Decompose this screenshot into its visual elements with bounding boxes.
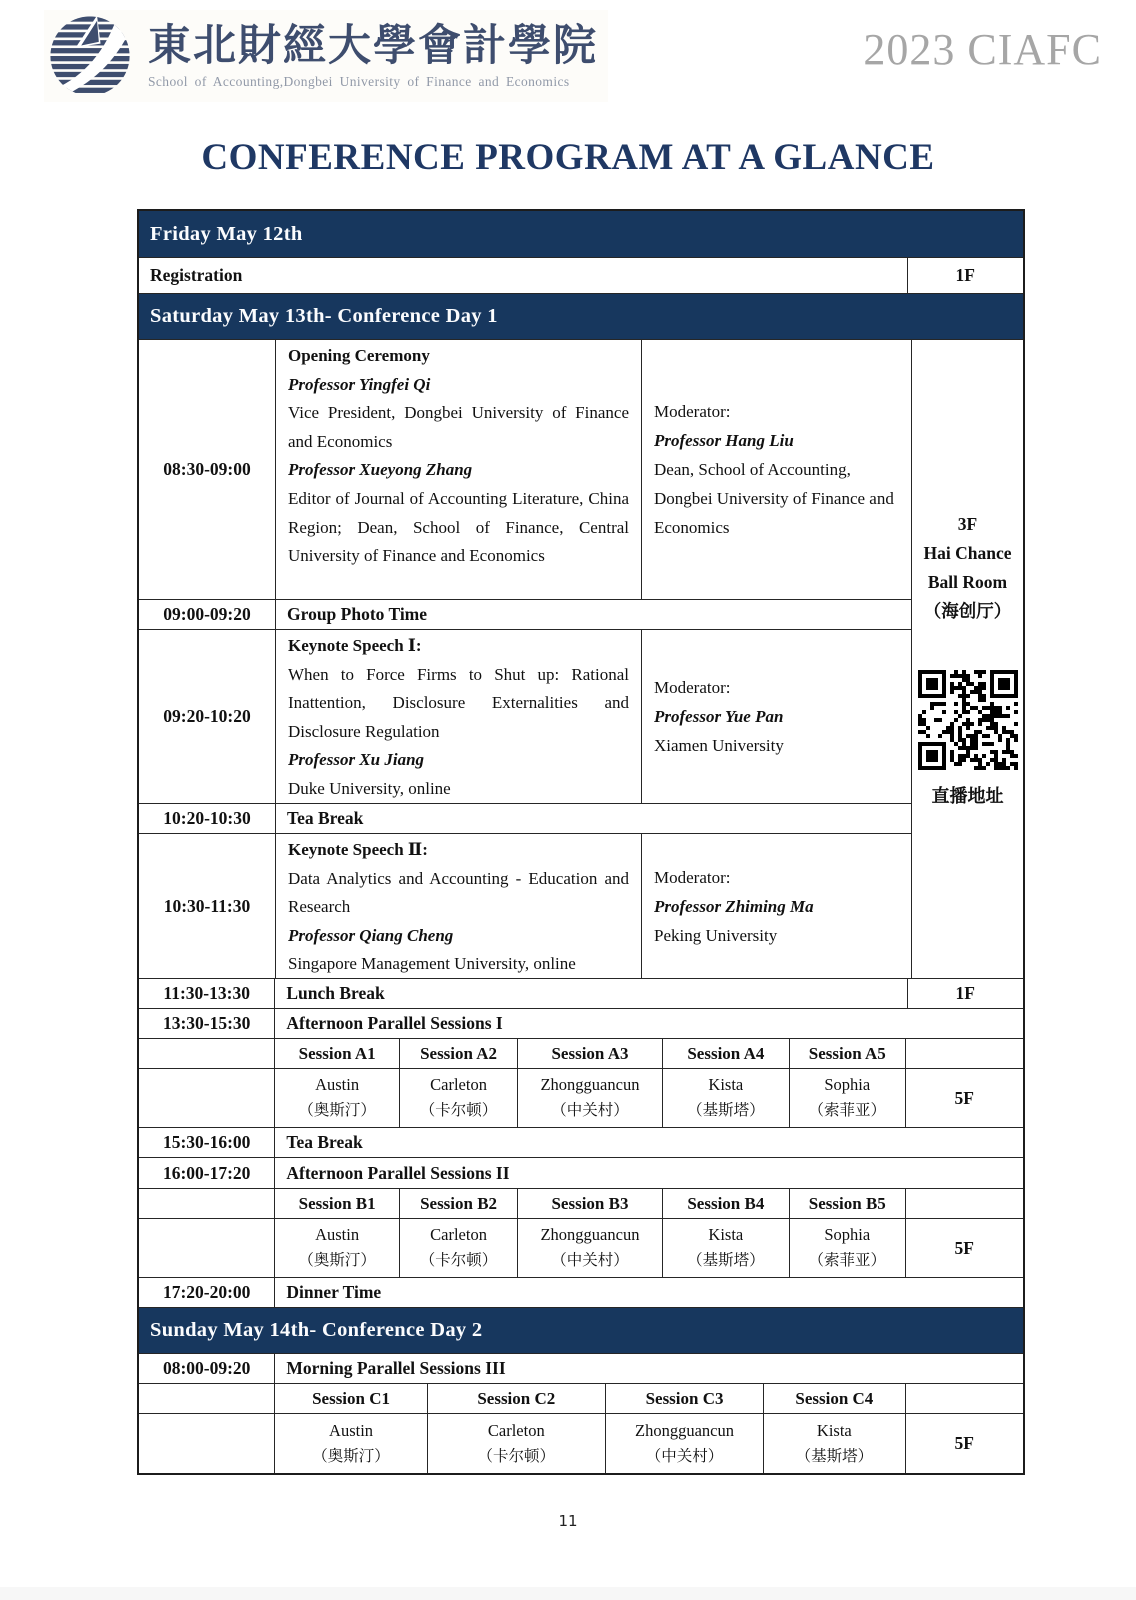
tea-break1-time: 10:20-10:30 xyxy=(139,804,276,833)
main-venue-text xyxy=(924,510,1012,626)
keynote1-speaker-desc: Duke University, online xyxy=(288,778,451,798)
room-name-en: Sophia xyxy=(824,1075,871,1094)
row-registration xyxy=(139,258,1023,294)
session-b1-header: Session B1 xyxy=(275,1189,399,1218)
venue-floor: 3F xyxy=(957,514,978,534)
brand-title-zh: 東北財經大學會計學院 xyxy=(148,22,598,70)
row-morning-sessions-3 xyxy=(139,1354,1023,1384)
room-name-zh: （卡尔顿） xyxy=(477,1447,556,1465)
session-c3-room xyxy=(606,1414,764,1473)
keynote2-moderator-cell xyxy=(642,834,911,978)
session-a4-header: Session A4 xyxy=(663,1039,790,1068)
session-b1-room xyxy=(275,1219,399,1277)
room-name-en: Austin xyxy=(329,1420,374,1440)
conference-year-badge: 2023 CIAFC xyxy=(863,25,1102,74)
empty-cell xyxy=(139,1219,275,1277)
session-b3-header: Session B3 xyxy=(518,1189,662,1218)
session-a5-room xyxy=(790,1069,905,1127)
university-logo-icon xyxy=(46,12,134,100)
page-bottom-edge xyxy=(0,1587,1136,1600)
session-b4-room xyxy=(663,1219,790,1277)
keynote2-moderator-affiliation: Peking University xyxy=(654,925,778,945)
room-name-en: Austin xyxy=(315,1225,360,1244)
session-b2-room xyxy=(400,1219,518,1277)
day-header-saturday-label: Saturday May 13th- Conference Day 1 xyxy=(150,305,498,327)
room-name-zh: （基斯塔） xyxy=(687,1252,765,1269)
opening-content xyxy=(276,340,642,599)
opening-moderator-cell xyxy=(642,340,911,599)
session-a-location: 5F xyxy=(954,1087,974,1108)
session-a1-header: Session A1 xyxy=(275,1039,399,1068)
venue-name-line1: Hai Chance xyxy=(923,543,1012,563)
mps3-label: Morning Parallel Sessions III xyxy=(286,1358,506,1378)
session-c2-header: Session C2 xyxy=(428,1384,606,1413)
room-name-en: Kista xyxy=(708,1075,744,1094)
room-name-en: Sophia xyxy=(824,1225,871,1244)
row-session-c-headers xyxy=(139,1384,1023,1414)
opening-title: Opening Ceremony xyxy=(288,346,430,365)
row-session-a-rooms xyxy=(139,1069,1023,1128)
keynote1-topic: When to Force Firms to Shut up: Rational Inattention, Disclosure Externalities and Disclosure Regulation xyxy=(288,664,629,741)
keynote2-speaker-name: Professor Qiang Cheng xyxy=(288,925,454,945)
day-header-sunday xyxy=(139,1308,1023,1354)
room-name-en: Carleton xyxy=(487,1420,545,1440)
opening-moderator-name: Professor Hang Liu xyxy=(654,431,794,450)
registration-location: 1F xyxy=(955,265,975,285)
empty-cell xyxy=(139,1189,275,1218)
dinner-time: 17:20-20:00 xyxy=(139,1278,275,1307)
session-a4-room xyxy=(663,1069,790,1127)
keynote2-speaker-desc: Singapore Management University, online xyxy=(288,954,576,974)
empty-cell xyxy=(139,1414,275,1473)
keynote1-moderator-affiliation: Xiamen University xyxy=(654,736,784,755)
keynote2-content xyxy=(276,834,642,978)
empty-cell xyxy=(906,1039,1023,1068)
keynote1-speaker-name: Professor Xu Jiang xyxy=(288,750,425,770)
session-c2-room xyxy=(428,1414,606,1473)
keynote2-moderator-name: Professor Zhiming Ma xyxy=(654,896,814,916)
keynote2-moderator-label: Moderator: xyxy=(654,867,731,887)
lunch-time: 11:30-13:30 xyxy=(139,979,275,1008)
session-c3-header: Session C3 xyxy=(606,1384,764,1413)
tea-break2-time: 15:30-16:00 xyxy=(139,1128,275,1157)
group-photo-label: Group Photo Time xyxy=(287,604,428,624)
session-c1-room xyxy=(275,1414,427,1473)
row-session-a-headers xyxy=(139,1039,1023,1069)
keynote2-time: 10:30-11:30 xyxy=(139,834,276,978)
session-b5-header: Session B5 xyxy=(790,1189,905,1218)
saturday-morning-block xyxy=(139,340,1023,979)
session-c4-header: Session C4 xyxy=(764,1384,905,1413)
brand-subtitle-en: School of Accounting,Dongbei University of Finance and Economics xyxy=(148,74,570,90)
page-title: CONFERENCE PROGRAM AT A GLANCE xyxy=(201,137,935,178)
session-a2-room xyxy=(400,1069,518,1127)
tea-break1-label: Tea Break xyxy=(287,808,364,828)
session-b3-room xyxy=(518,1219,662,1277)
room-name-zh: （奥斯汀） xyxy=(312,1447,390,1465)
empty-cell xyxy=(139,1069,275,1127)
keynote1-title: Keynote Speech Ⅰ: xyxy=(288,636,422,655)
row-opening-ceremony xyxy=(139,340,911,600)
row-keynote-2 xyxy=(139,834,911,978)
keynote1-content xyxy=(276,630,642,803)
aps2-label: Afternoon Parallel Sessions II xyxy=(286,1162,510,1183)
program-table xyxy=(137,209,1025,1475)
session-b-location: 5F xyxy=(954,1237,974,1258)
mps3-time: 08:00-09:20 xyxy=(139,1354,275,1383)
registration-label: Registration xyxy=(139,258,908,293)
empty-cell xyxy=(906,1189,1023,1218)
empty-cell xyxy=(139,1039,275,1068)
keynote1-moderator-name: Professor Yue Pan xyxy=(654,707,784,726)
row-session-c-rooms xyxy=(139,1414,1023,1473)
room-name-zh: （基斯塔） xyxy=(795,1447,874,1465)
room-name-en: Carleton xyxy=(430,1225,487,1244)
main-venue-cell xyxy=(911,340,1023,978)
room-name-en: Zhongguancun xyxy=(540,1075,640,1094)
page-number: 11 xyxy=(558,1512,578,1530)
day-header-sunday-label: Sunday May 14th- Conference Day 2 xyxy=(150,1319,483,1341)
room-name-zh: （奥斯汀） xyxy=(298,1252,376,1269)
row-session-b-rooms xyxy=(139,1219,1023,1278)
session-b2-header: Session B2 xyxy=(400,1189,518,1218)
row-keynote-1 xyxy=(139,630,911,804)
room-name-zh: （中关村） xyxy=(551,1102,629,1119)
row-lunch-break xyxy=(139,979,1023,1009)
lunch-label: Lunch Break xyxy=(275,979,907,1008)
row-group-photo xyxy=(139,600,911,630)
session-b4-header: Session B4 xyxy=(663,1189,790,1218)
dinner-label: Dinner Time xyxy=(286,1282,382,1302)
session-c4-room xyxy=(764,1414,905,1473)
brand-header xyxy=(44,10,608,102)
venue-name-line2: Ball Room xyxy=(927,572,1008,592)
room-name-zh: （索菲亚） xyxy=(808,1252,887,1269)
opening-speaker2-desc: Editor of Journal of Accounting Literature, China Region; Dean, School of Finance, Central University of Finance and Economics xyxy=(288,488,629,566)
room-name-en: Austin xyxy=(315,1075,360,1094)
group-photo-time: 09:00-09:20 xyxy=(139,600,276,629)
tea-break2-label: Tea Break xyxy=(286,1132,363,1152)
room-name-en: Kista xyxy=(816,1420,852,1440)
opening-time: 08:30-09:00 xyxy=(139,340,276,599)
row-dinner xyxy=(139,1278,1023,1308)
opening-moderator-label: Moderator: xyxy=(654,402,731,421)
room-name-zh: （卡尔顿） xyxy=(419,1252,498,1269)
row-session-b-headers xyxy=(139,1189,1023,1219)
opening-moderator-affiliation: Dean, School of Accounting, Dongbei University of Finance and Economics xyxy=(654,460,894,537)
room-name-en: Carleton xyxy=(430,1075,487,1094)
day-header-saturday xyxy=(139,294,1023,340)
session-b5-room xyxy=(790,1219,905,1277)
session-a3-header: Session A3 xyxy=(518,1039,662,1068)
keynote1-moderator-label: Moderator: xyxy=(654,678,731,697)
day-header-friday xyxy=(139,211,1023,258)
room-name-zh: （卡尔顿） xyxy=(419,1102,498,1119)
aps1-label: Afternoon Parallel Sessions I xyxy=(286,1013,503,1033)
row-parallel-sessions-2 xyxy=(139,1158,1023,1189)
room-name-zh: （中关村） xyxy=(645,1447,724,1465)
session-c-location: 5F xyxy=(954,1433,974,1453)
room-name-en: Zhongguancun xyxy=(540,1225,640,1244)
room-name-en: Zhongguancun xyxy=(635,1420,735,1440)
brand-text xyxy=(148,22,598,90)
room-name-en: Kista xyxy=(708,1225,744,1244)
empty-cell xyxy=(139,1384,275,1413)
opening-speaker1-desc: Vice President, Dongbei University of Finance and Economics xyxy=(288,403,629,451)
empty-cell xyxy=(906,1384,1023,1413)
session-a3-room xyxy=(518,1069,662,1127)
row-tea-break-1 xyxy=(139,804,911,834)
keynote1-moderator-cell xyxy=(642,630,911,803)
keynote2-topic: Data Analytics and Accounting - Education and Research xyxy=(288,868,629,917)
session-a1-room xyxy=(275,1069,399,1127)
qr-code xyxy=(918,670,1018,770)
qr-code-label: 直播地址 xyxy=(931,786,1004,806)
venue-name-zh: （海创厅） xyxy=(923,601,1012,621)
room-name-zh: （基斯塔） xyxy=(687,1102,765,1119)
room-name-zh: （中关村） xyxy=(551,1252,629,1269)
saturday-morning-rows xyxy=(139,340,911,978)
row-parallel-sessions-1 xyxy=(139,1009,1023,1039)
row-tea-break-2 xyxy=(139,1128,1023,1158)
keynote1-time: 09:20-10:20 xyxy=(139,630,276,803)
lunch-location: 1F xyxy=(955,983,975,1003)
keynote2-title: Keynote Speech Ⅱ: xyxy=(288,840,428,859)
session-a5-header: Session A5 xyxy=(790,1039,905,1068)
aps1-time: 13:30-15:30 xyxy=(139,1009,275,1038)
session-a2-header: Session A2 xyxy=(400,1039,518,1068)
room-name-zh: （奥斯汀） xyxy=(298,1102,376,1119)
room-name-zh: （索菲亚） xyxy=(808,1102,887,1119)
opening-speaker1-name: Professor Yingfei Qi xyxy=(288,374,431,394)
session-c1-header: Session C1 xyxy=(275,1384,427,1413)
day-header-friday-label: Friday May 12th xyxy=(150,222,303,245)
aps2-time: 16:00-17:20 xyxy=(139,1158,275,1188)
opening-speaker2-name: Professor Xueyong Zhang xyxy=(288,460,473,480)
